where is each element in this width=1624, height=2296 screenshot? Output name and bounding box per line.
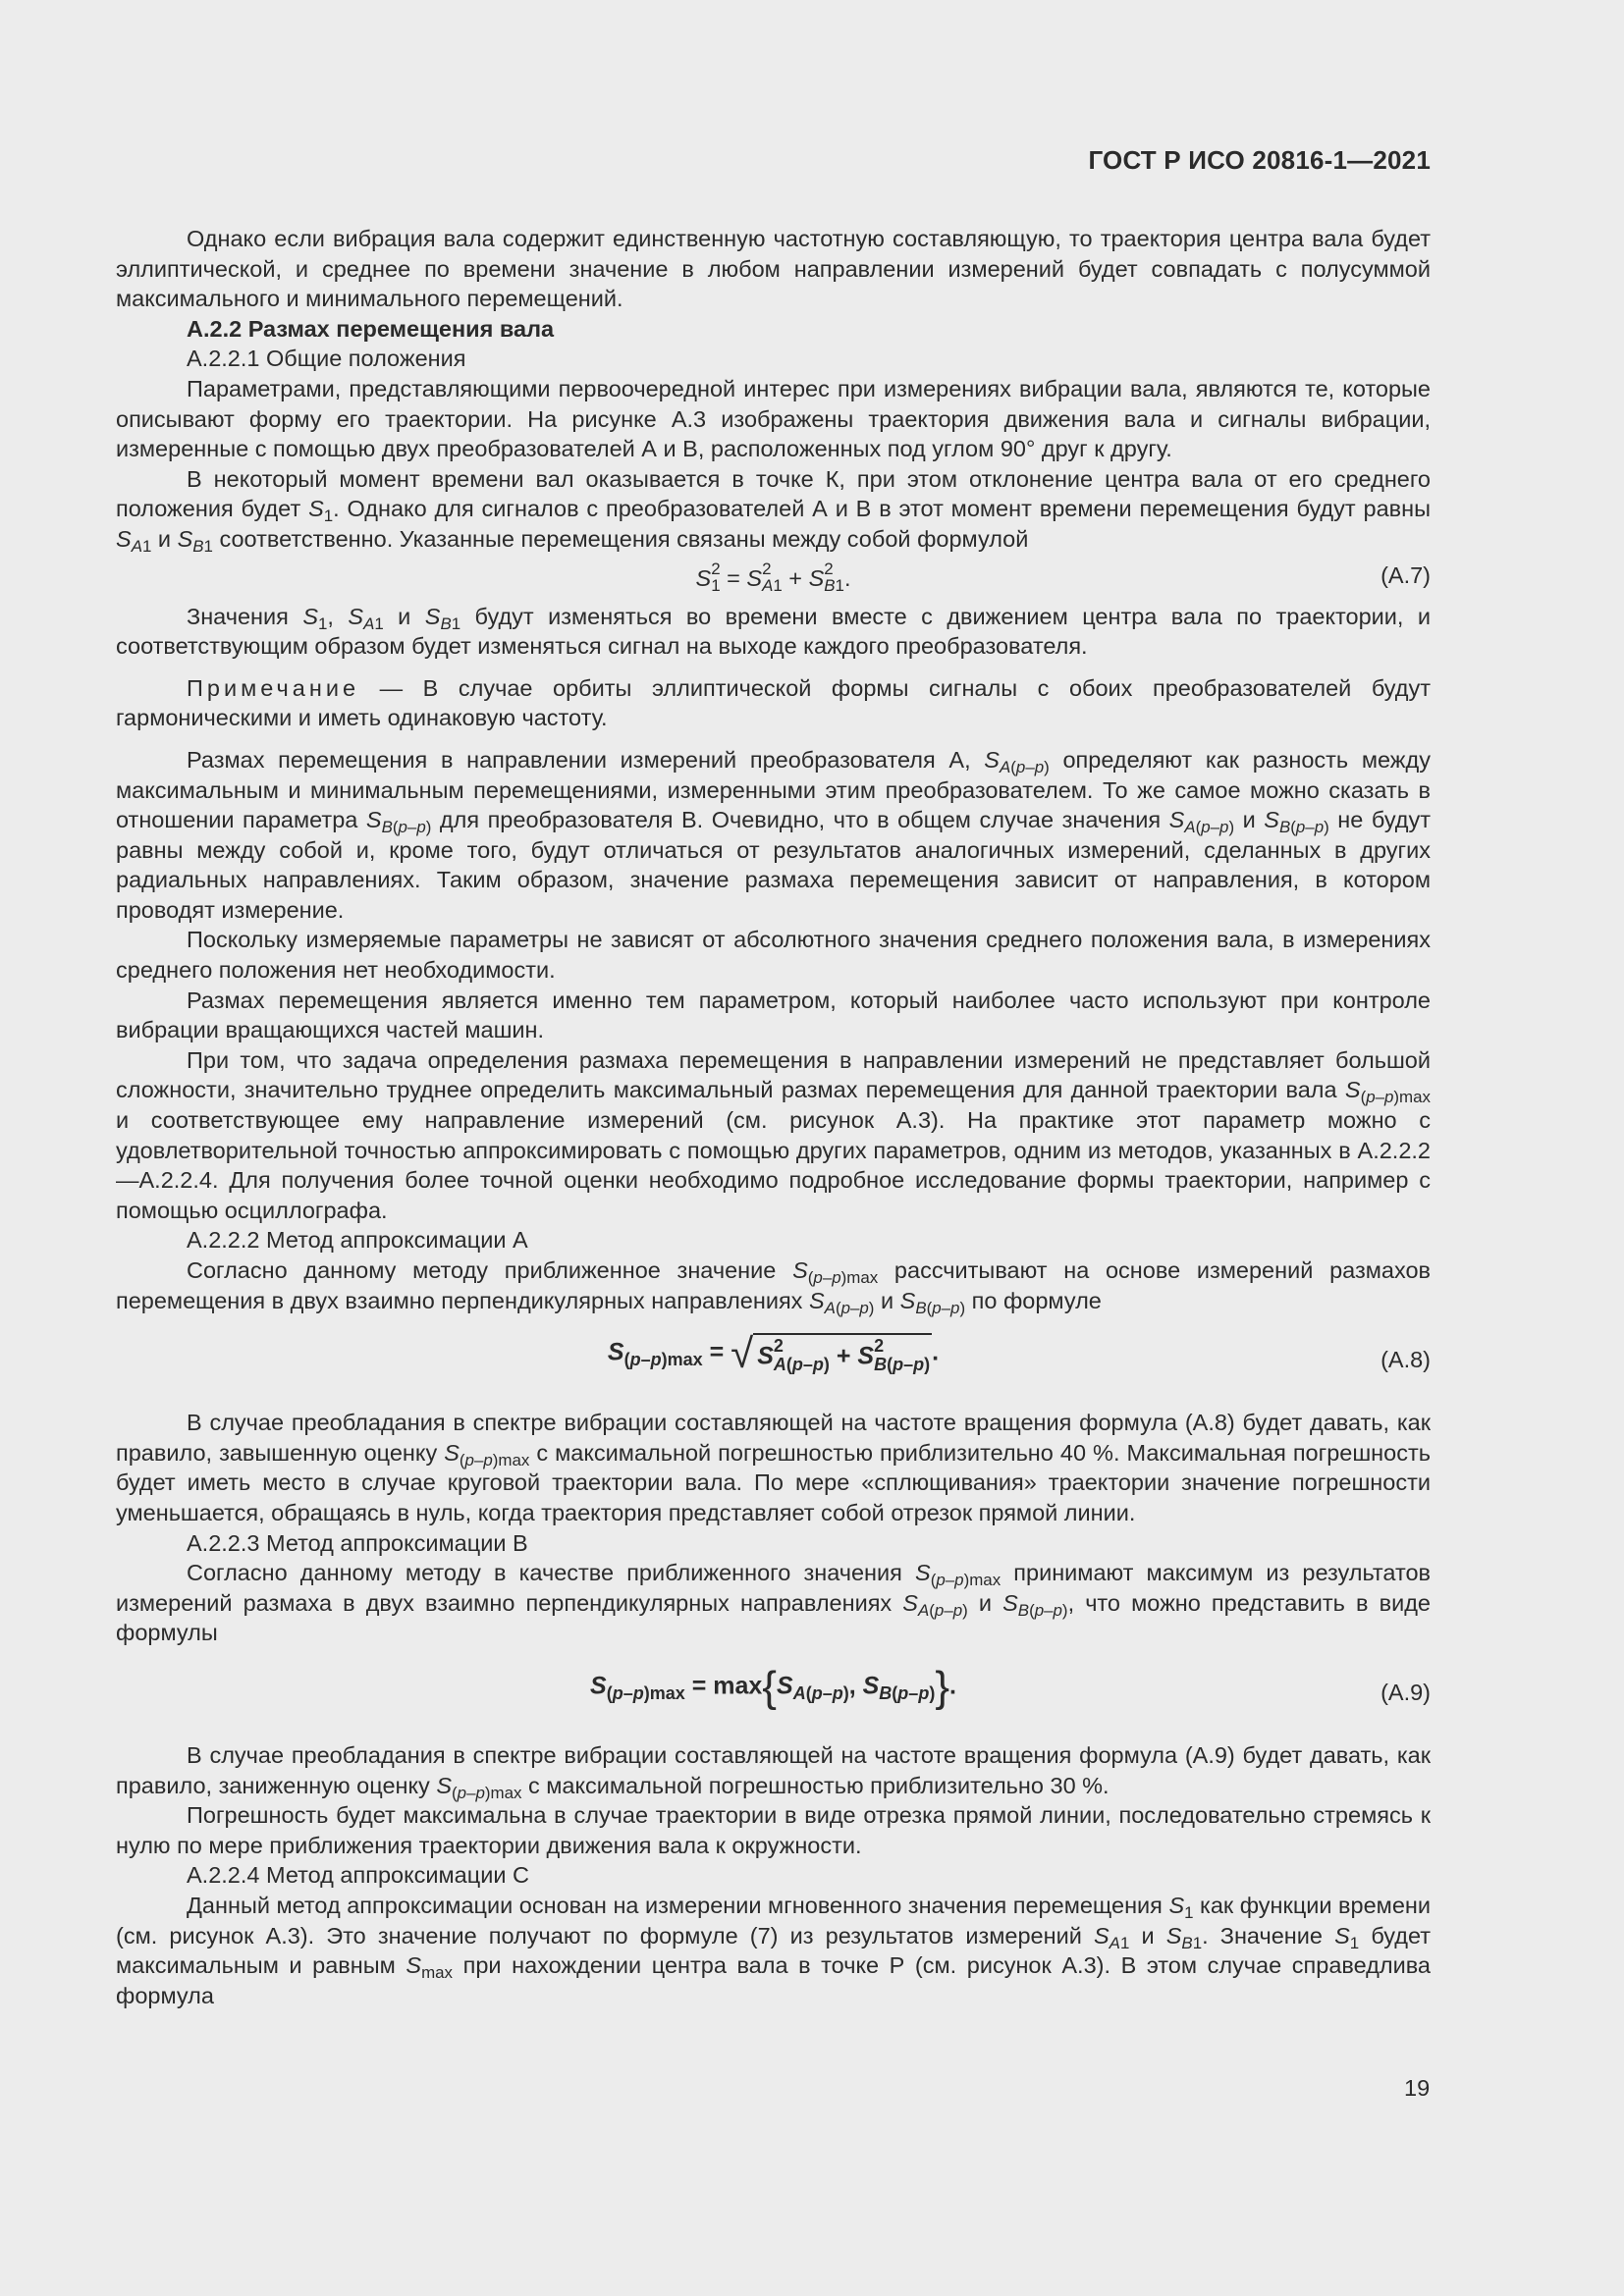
document-header: ГОСТ Р ИСО 20816-1—2021 [1088, 145, 1431, 175]
paragraph: Значения $S_1$, $S_{A1}$ и $S_{B1}$ будут изменяться во времени вместе с движением центра вала по траектории, и соответствующим образом будет изменяться сигнал на выходе каждого преобразователя. [116, 603, 1432, 660]
max-operator: max [713, 1672, 763, 1700]
formula-number: (A.8) [1380, 1347, 1431, 1373]
document-body [116, 224, 1431, 2010]
formula-a7 [116, 559, 1431, 596]
paragraph: Поскольку измеряемые параметры не зависят от абсолютного значения среднего положения вала, в измерениях среднего положения нет необходимости. [116, 927, 1431, 984]
subsection-heading: А.2.2.4 Метод аппроксимации С [187, 1862, 529, 1889]
sqrt-symbol: √ S 2 A(p–p) + S 2 B(p–p) [731, 1330, 931, 1377]
formula-expression: S 2 1 = S 2 A1 + S 2 B1 . [695, 559, 851, 596]
subsection-heading: А.2.2.1 Общие положения [187, 346, 466, 372]
paragraph: Однако если вибрация вала содержит единственную частотную составляющую, то траектория центра вала будет эллиптической, и среднее по времени значение в любом направлении измерений будет совпадать с полусуммой максимального и минимального перемещений. [116, 226, 1431, 312]
paragraph: Размах перемещения в направлении измерений преобразователя А, $S_{A(p-p)}$ определяют как разность между максимальным и минимальным перемещениями, измеренными этим преобразователем. То же самое можно сказать в отношении параметра $S_{B(p-p)}$ для преобразователя В. Очевидно, что в общем случае значения $S_{A(p-p)}$ и $S_{B(p-p)}$ не будут равны между собой и, кроме того, будут отличаться от результатов аналогичных измерений, сделанных в других радиальных направлениях. Таким образом, значение размаха перемещения зависит от направления, в котором проводят измерение. [116, 746, 1432, 923]
paragraph: В случае преобладания в спектре вибрации составляющей на частоте вращения формула (А.8) будет давать, как правило, завышенную оценку $S_{(p-p)max}$ с максимальной погрешностью приблизительно 40 %. Максимальная погрешность будет иметь место в случае круговой траектории вала. По мере «сплющивания» траектории значение погрешности уменьшается, обращаясь в нуль, когда траектория представляет собой отрезок прямой линии. [116, 1410, 1431, 1525]
paragraph: При том, что задача определения размаха перемещения в направлении измерений не представляет большой сложности, значительно труднее определить максимальный размах перемещения для данной траектории вала $S_{(p-p)max}$ и соответствующее ему направление измерений (см. рисунок А.3). На практике этот параметр можно с удовлетворительной точностью аппроксимировать с помощью других параметров, одним из методов, указанных в А.2.2.2—А.2.2.4. Для получения более точной оценки необходимо подробное исследование формы траектории, например с помощью осциллографа. [116, 1046, 1431, 1223]
note-label: Примечание [187, 674, 360, 701]
note: Примечание — В случае орбиты эллиптической формы сигналы с обоих преобразователей будут гармоническими и иметь одинаковую частоту. [116, 674, 1431, 731]
formula-a8 [116, 1330, 1431, 1388]
paragraph: Согласно данному методу в качестве приближенного значения $S_{(p-p)max}$ принимают максимум из результатов измерений размаха в двух взаимно перпендикулярных направлениях $S_{A(p-p)}$ и $S_{B(p-p)}$, что можно представить в виде формулы [116, 1560, 1432, 1646]
page-number: 19 [1404, 2075, 1431, 2101]
paragraph: Данный метод аппроксимации основан на измерении мгновенного значения перемещения $S_1$ как функции времени (см. рисунок А.3). Это значение получают по формуле (7) из результатов измерений $S_{A1}$ и $S_{B1}$. Значение $S_1$ будет максимальным и равным $S_{max}$ при нахождении центра вала в точке Р (см. рисунок А.3). В этом случае справедлива формула [116, 1892, 1432, 2008]
formula-number: (A.7) [1380, 561, 1431, 588]
paragraph: Согласно данному методу приближенное значение $S_{(p-p)max}$ рассчитывают на основе измерений размахов перемещения в двух взаимно перпендикулярных направлениях $S_{A(p-p)}$ и $S_{B(p-p)}$ по формуле [116, 1257, 1431, 1317]
paragraph: Параметрами, представляющими первоочередной интерес при измерениях вибрации вала, являются те, которые описывают форму его траектории. На рисунке А.3 изображены траектория движения вала и сигналы вибрации, измеренные с помощью двух преобразователей А и В, расположенных под углом 90° друг к другу. [116, 375, 1431, 462]
formula-expression: $S_{(p-p)max} = \max\{S_{A(p-p)}$, $S_{B(p-p)}$}. [590, 1662, 956, 1711]
paragraph: Погрешность будет максимальна в случае траектории в виде отрезка прямой линии, последовательно стремясь к нулю по мере приближения траектории движения вала к окружности. [116, 1802, 1431, 1858]
formula-number: (A.9) [1380, 1679, 1431, 1705]
paragraph: В некоторый момент времени вал оказывается в точке К, при этом отклонение центра вала от его среднего положения будет $S_1$. Однако для сигналов с преобразователей А и В в этот момент времени перемещения будут равны $S_{A1}$ и $S_{B1}$ соответственно. Указанные перемещения связаны между собой формулой [116, 465, 1431, 556]
paragraph: Размах перемещения является именно тем параметром, который наиболее часто используют при контроле вибрации вращающихся частей машин. [116, 987, 1431, 1043]
formula-a9 [116, 1662, 1431, 1721]
subsection-heading: А.2.2.3 Метод аппроксимации В [187, 1529, 528, 1556]
section-heading: А.2.2 Размах перемещения вала [187, 315, 555, 342]
formula-expression: $S_{(p-p)max}$ = √ S 2 A(p–p) + S 2 B(p–p) . [607, 1330, 940, 1377]
subsection-heading: А.2.2.2 Метод аппроксимации А [187, 1227, 528, 1254]
paragraph: В случае преобладания в спектре вибрации составляющей на частоте вращения формула (А.9) будет давать, как правило, заниженную оценку $S_{(p-p)max}$ с максимальной погрешностью приблизительно 30 %. [116, 1741, 1431, 1802]
